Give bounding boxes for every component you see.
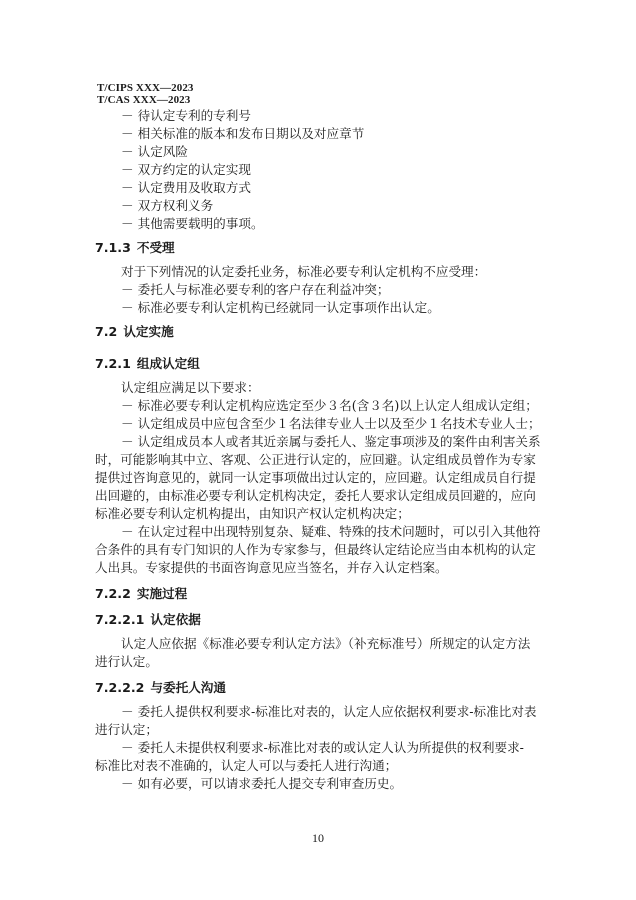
paragraph-line: 进行认定； — [95, 722, 158, 737]
list-item: － 双方约定的认定实现 — [121, 162, 251, 177]
section-number: 7.2.2.1 — [95, 612, 145, 627]
section-number: 7.2.1 — [95, 356, 131, 371]
section-number: 7.1.3 — [95, 240, 131, 255]
list-item: － 认定费用及收取方式 — [121, 180, 251, 195]
paragraph-line: 标准比对表不准确的，认定人可以与委托人进行沟通； — [95, 758, 398, 773]
paragraph-line: 合条件的具有专门知识的人作为专家参与，但最终认定结论应当由本机构的认定 — [95, 542, 536, 557]
section-heading-7-2-1 — [95, 356, 200, 372]
section-title: 实施过程 — [136, 586, 188, 601]
list-item: － 在认定过程中出现特别复杂、疑难、特殊的技术问题时，可以引入其他符 — [121, 524, 541, 539]
section-number: 7.2 — [95, 324, 118, 339]
list-item: － 认定风险 — [121, 144, 188, 159]
list-item: － 标准必要专利认定机构已经就同一认定事项作出认定。 — [121, 300, 440, 315]
paragraph-line: 出回避的，由标准必要专利认定机构决定，委托人要求认定组成员回避的，应向 — [95, 488, 536, 503]
list-item: － 双方权利义务 — [121, 198, 214, 213]
section-heading-7-2-2-1 — [95, 612, 201, 628]
list-item: － 标准必要专利认定机构应选定至少３名(含３名)以上认定人组成认定组； — [121, 398, 538, 413]
section-number: 7.2.2 — [95, 586, 131, 601]
list-item: － 认定组成员本人或者其近亲属与委托人、鉴定事项涉及的案件由利害关系 — [121, 434, 541, 449]
standard-code-cips: T/CIPS XXX—2023 — [97, 82, 194, 94]
paragraph-line: 进行认定。 — [95, 654, 158, 669]
section-title: 认定依据 — [150, 612, 201, 627]
list-item: － 委托人提供权利要求-标准比对表的，认定人应依据权利要求-标准比对表 — [121, 704, 537, 719]
paragraph-line: 人出具。专家提供的书面咨询意见应当签名，并存入认定档案。 — [95, 560, 448, 575]
page-number: 10 — [312, 831, 324, 845]
paragraph-line: 提供过咨询意见的，就同一认定事项做出过认定的，应回避。认定组成员自行提 — [95, 470, 536, 485]
list-item: － 相关标准的版本和发布日期以及对应章节 — [121, 126, 365, 141]
list-item: － 待认定专利的专利号 — [121, 108, 251, 123]
standard-code-cas: T/CAS XXX—2023 — [97, 94, 191, 106]
paragraph-line: 标准必要专利认定机构提出，由知识产权认定机构决定； — [95, 506, 410, 521]
section-heading-7-2-2-2 — [95, 680, 226, 696]
list-item: － 委托人未提供权利要求-标准比对表的或认定人认为所提供的权利要求- — [121, 740, 524, 755]
list-item: － 认定组成员中应包含至少１名法律专业人士以及至少１名技术专业人士； — [121, 416, 541, 431]
paragraph-line: 对于下列情况的认定委托业务，标准必要专利认定机构不应受理： — [121, 264, 487, 279]
section-number: 7.2.2.2 — [95, 680, 145, 695]
paragraph-line: 时，可能影响其中立、客观、公正进行认定的，应回避。认定组成员曾作为专家 — [95, 452, 536, 467]
list-item: － 委托人与标准必要专利的客户存在利益冲突； — [121, 282, 390, 297]
list-item: － 其他需要载明的事项。 — [121, 216, 264, 231]
list-item: － 如有必要，可以请求委托人提交专利审查历史。 — [121, 776, 403, 791]
paragraph-line: 认定人应依据《标准必要专利认定方法》（补充标准号）所规定的认定方法 — [121, 636, 531, 651]
section-heading-7-2 — [95, 324, 174, 340]
section-title: 与委托人沟通 — [150, 680, 226, 695]
section-heading-7-2-2 — [95, 586, 187, 602]
section-heading-7-1-3 — [95, 240, 175, 256]
section-title: 认定实施 — [123, 324, 174, 339]
section-title: 不受理 — [136, 240, 175, 255]
section-title: 组成认定组 — [136, 356, 200, 371]
paragraph-line: 认定组应满足以下要求： — [121, 380, 260, 395]
